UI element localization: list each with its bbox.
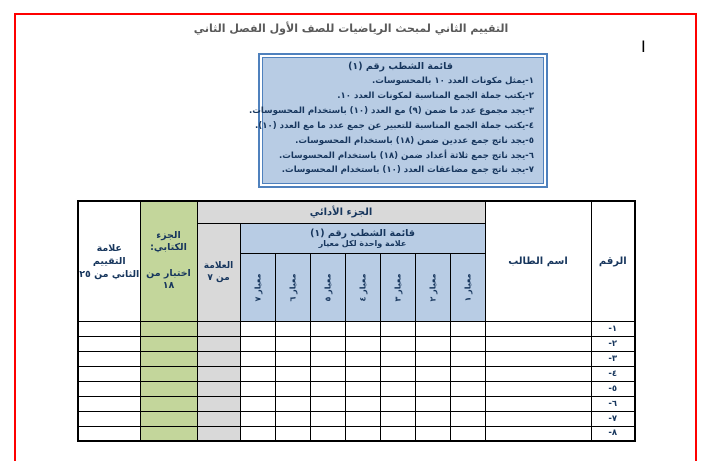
checklist-item: ٣-يجد مجموع عدد ما ضمن (٩) مع العدد (١٠) باستخدام المحسوسات. (249, 105, 534, 116)
criterion-label: معيار ٢ (428, 272, 438, 302)
table-row (78, 411, 635, 426)
criterion-mark-cell[interactable] (275, 366, 310, 381)
criterion-mark-cell[interactable] (310, 396, 345, 411)
criterion-mark-cell[interactable] (380, 396, 415, 411)
criterion-mark-cell[interactable] (450, 336, 485, 351)
checklist-box (249, 53, 548, 188)
total-mark-cell[interactable] (78, 321, 140, 336)
criterion-mark-cell[interactable] (380, 336, 415, 351)
criterion-header-5 (310, 253, 345, 321)
total-mark-cell[interactable] (78, 396, 140, 411)
row-number-cell: ٧- (591, 411, 635, 426)
total-mark-cell[interactable] (78, 366, 140, 381)
criterion-mark-cell[interactable] (415, 411, 450, 426)
total-mark-cell[interactable] (78, 351, 140, 366)
criterion-mark-cell[interactable] (310, 381, 345, 396)
total-mark-cell[interactable] (78, 336, 140, 351)
criterion-mark-cell[interactable] (380, 381, 415, 396)
criterion-label: معيار ١ (463, 272, 473, 302)
criterion-mark-cell[interactable] (415, 321, 450, 336)
header-checklist (240, 223, 485, 253)
written-mark-cell[interactable] (140, 411, 197, 426)
header-total-mark: علامة التقييم الثاني من ٢٥ (78, 201, 140, 321)
total-mark-cell[interactable] (78, 426, 140, 441)
criterion-header-1 (450, 253, 485, 321)
criterion-label-wrap (451, 254, 485, 320)
checklist-item: ٤-يكتب جملة الجمع المناسبة للتعبير عن جمع عدد ما مع العدد (١٠). (255, 120, 534, 131)
criterion-mark-cell[interactable] (380, 411, 415, 426)
performance-mark-cell[interactable] (197, 411, 240, 426)
text-cursor-char: I (641, 37, 646, 56)
criterion-mark-cell[interactable] (310, 351, 345, 366)
criterion-mark-cell[interactable] (450, 366, 485, 381)
criterion-mark-cell[interactable] (415, 381, 450, 396)
row-number-cell: ٨- (591, 426, 635, 441)
criterion-mark-cell[interactable] (415, 336, 450, 351)
written-mark-cell[interactable] (140, 321, 197, 336)
table-row (78, 336, 635, 351)
criterion-mark-cell[interactable] (450, 411, 485, 426)
student-name-cell[interactable] (485, 366, 591, 381)
criterion-mark-cell[interactable] (345, 411, 380, 426)
criterion-mark-cell[interactable] (310, 336, 345, 351)
row-number-cell: ٥- (591, 381, 635, 396)
row-number-cell: ٢- (591, 336, 635, 351)
performance-mark-cell[interactable] (197, 381, 240, 396)
criterion-mark-cell[interactable] (275, 381, 310, 396)
table-row (78, 351, 635, 366)
criterion-mark-cell[interactable] (450, 321, 485, 336)
assessment-table (77, 200, 636, 442)
written-mark-cell[interactable] (140, 426, 197, 441)
criterion-mark-cell[interactable] (275, 396, 310, 411)
table-row (78, 366, 635, 381)
criterion-mark-cell[interactable] (240, 336, 275, 351)
criterion-label: معيار ٦ (288, 272, 298, 302)
criterion-mark-cell[interactable] (240, 426, 275, 441)
criterion-label-wrap (276, 254, 310, 320)
student-name-cell[interactable] (485, 381, 591, 396)
criterion-mark-cell[interactable] (380, 426, 415, 441)
criterion-mark-cell[interactable] (380, 351, 415, 366)
criterion-mark-cell[interactable] (450, 426, 485, 441)
performance-mark-cell[interactable] (197, 336, 240, 351)
total-mark-cell[interactable] (78, 381, 140, 396)
criterion-mark-cell[interactable] (275, 336, 310, 351)
checklist-title: قائمة الشطب رقم (١) (348, 61, 453, 72)
checklist-box-inner (249, 57, 544, 184)
performance-mark-cell[interactable] (197, 366, 240, 381)
header-row-number: الرقم (591, 201, 635, 321)
criterion-label-wrap (241, 254, 275, 320)
checklist-items (249, 74, 534, 178)
checklist-item: ٦-يجد ناتج جمع ثلاثة أعداد ضمن (١٨) باستخدام المحسوسات. (279, 150, 534, 161)
criterion-label-wrap (346, 254, 380, 320)
criterion-label-wrap (381, 254, 415, 320)
criterion-mark-cell[interactable] (310, 411, 345, 426)
criterion-mark-cell[interactable] (345, 321, 380, 336)
criterion-mark-cell[interactable] (380, 366, 415, 381)
criterion-mark-cell[interactable] (275, 351, 310, 366)
written-section-detail: اختبار من ١٨ (146, 268, 191, 292)
criterion-mark-cell[interactable] (345, 351, 380, 366)
checklist-header-note: علامة واحدة لكل معيار (318, 239, 407, 248)
criterion-header-6 (275, 253, 310, 321)
criterion-mark-cell[interactable] (345, 426, 380, 441)
criterion-label: معيار ٤ (358, 272, 368, 302)
header-student-name: اسم الطالب (485, 201, 591, 321)
student-name-cell[interactable] (485, 336, 591, 351)
criterion-mark-cell[interactable] (415, 351, 450, 366)
criterion-mark-cell[interactable] (275, 411, 310, 426)
row-number-cell: ١- (591, 321, 635, 336)
student-name-cell[interactable] (485, 411, 591, 426)
table-row (78, 381, 635, 396)
criterion-mark-cell[interactable] (240, 366, 275, 381)
criterion-label: معيار ٥ (323, 272, 333, 302)
criterion-label: معيار ٣ (393, 272, 403, 302)
written-mark-cell[interactable] (140, 366, 197, 381)
criterion-mark-cell[interactable] (240, 351, 275, 366)
student-name-cell[interactable] (485, 351, 591, 366)
criterion-mark-cell[interactable] (345, 396, 380, 411)
criterion-header-2 (415, 253, 450, 321)
criterion-header-4 (345, 253, 380, 321)
checklist-header-title: قائمة الشطب رقم (١) (310, 228, 415, 239)
written-mark-cell[interactable] (140, 336, 197, 351)
criterion-label-wrap (416, 254, 450, 320)
written-mark-cell[interactable] (140, 396, 197, 411)
row-number-cell: ٦- (591, 396, 635, 411)
written-mark-cell[interactable] (140, 381, 197, 396)
criterion-mark-cell[interactable] (345, 381, 380, 396)
performance-mark-cell[interactable] (197, 321, 240, 336)
criterion-mark-cell[interactable] (275, 321, 310, 336)
criterion-mark-cell[interactable] (415, 396, 450, 411)
criterion-mark-cell[interactable] (415, 426, 450, 441)
checklist-item: ٢-يكتب جملة الجمع المناسبة لمكونات العدد ١٠. (337, 90, 534, 101)
criterion-label: معيار ٧ (253, 272, 263, 302)
performance-mark-cell[interactable] (197, 396, 240, 411)
criterion-mark-cell[interactable] (310, 426, 345, 441)
table-row (78, 321, 635, 336)
criterion-mark-cell[interactable] (380, 321, 415, 336)
criterion-mark-cell[interactable] (240, 321, 275, 336)
criterion-header-7 (240, 253, 275, 321)
performance-mark-cell[interactable] (197, 426, 240, 441)
criterion-mark-cell[interactable] (450, 381, 485, 396)
criterion-mark-cell[interactable] (275, 426, 310, 441)
student-name-cell[interactable] (485, 321, 591, 336)
criterion-header-3 (380, 253, 415, 321)
criterion-mark-cell[interactable] (450, 396, 485, 411)
criterion-mark-cell[interactable] (240, 411, 275, 426)
criterion-mark-cell[interactable] (345, 336, 380, 351)
criterion-mark-cell[interactable] (415, 366, 450, 381)
written-mark-cell[interactable] (140, 351, 197, 366)
header-performance-mark: العلامة من ٧ (197, 223, 240, 321)
criterion-mark-cell[interactable] (240, 381, 275, 396)
page-title: التقييم الثاني لمبحث الرياضيات للصف الأول الفصل الثاني (193, 22, 509, 35)
checklist-item: ٥-يجد ناتج جمع عددين ضمن (١٨) باستخدام المحسوسات. (295, 135, 534, 146)
header-performance-section: الجزء الأدائي (197, 201, 485, 223)
row-number-cell: ٣- (591, 351, 635, 366)
student-name-cell[interactable] (485, 426, 591, 441)
criterion-mark-cell[interactable] (310, 321, 345, 336)
total-mark-cell[interactable] (78, 411, 140, 426)
criterion-mark-cell[interactable] (450, 351, 485, 366)
table-row (78, 426, 635, 441)
criterion-mark-cell[interactable] (345, 366, 380, 381)
criterion-mark-cell[interactable] (240, 396, 275, 411)
student-name-cell[interactable] (485, 396, 591, 411)
header-written-section (140, 201, 197, 321)
checklist-item: ٧-يجد ناتج جمع مضاعفات العدد (١٠) باستخدام المحسوسات. (281, 165, 534, 176)
criterion-mark-cell[interactable] (310, 366, 345, 381)
written-section-label: الجزء الكتابي: (150, 230, 187, 254)
criterion-label-wrap (311, 254, 345, 320)
performance-mark-cell[interactable] (197, 351, 240, 366)
table-row (78, 396, 635, 411)
checklist-item: ١-يمثل مكونات العدد ١٠ بالمحسوسات. (372, 76, 534, 86)
row-number-cell: ٤- (591, 366, 635, 381)
